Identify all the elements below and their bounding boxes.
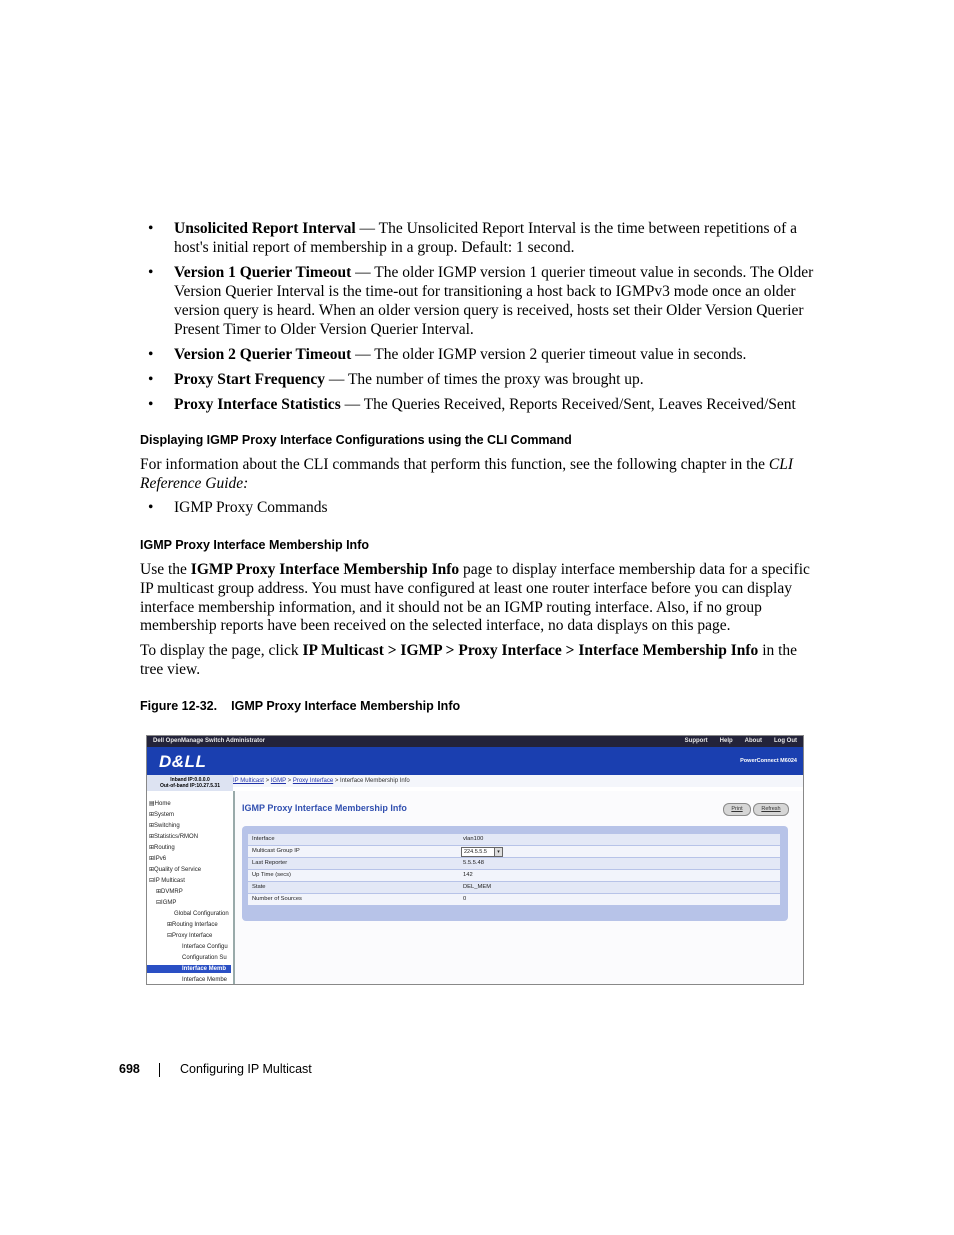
- use-paragraph: Use the IGMP Proxy Interface Membership Info page to display interface membership data for a specific IP multicast group address. You must have configured at least one router interface before you can display interface membership information, and it should not be an IGMP routing interface. Also, if no group membership reports have been received on the selected interface, no data displays on this page.: [140, 561, 810, 635]
- dell-logo: D&LL: [159, 752, 207, 771]
- tree-item-ipv6[interactable]: ⊞IPv6: [149, 856, 167, 862]
- membership-panel: [242, 826, 788, 921]
- tree-item-statistics[interactable]: ⊞Statistics/RMON: [149, 834, 199, 840]
- table-row: Interface vlan100: [248, 834, 780, 845]
- tree-view: [147, 791, 235, 984]
- figure-caption: Figure 12-32. IGMP Proxy Interface Membership Info: [140, 699, 461, 713]
- chapter-title: Configuring IP Multicast: [180, 1062, 312, 1076]
- list-item: • Proxy Interface Statistics — The Queries Received, Reports Received/Sent, Leaves Received/Sent: [148, 396, 796, 413]
- banner: [147, 747, 803, 775]
- tree-item-routing[interactable]: ⊞Routing: [149, 845, 175, 851]
- page-title: IGMP Proxy Interface Membership Info: [242, 803, 407, 813]
- breadcrumb-igmp[interactable]: IGMP: [270, 778, 286, 784]
- tree-item-proxy-interface[interactable]: ⊟Proxy Interface: [167, 933, 213, 939]
- table-row: Last Reporter 5.5.5.48: [248, 858, 780, 869]
- logout-link[interactable]: Log Out: [774, 738, 797, 744]
- ui-screenshot: [146, 735, 804, 985]
- about-link[interactable]: About: [744, 738, 762, 744]
- app-title: Dell OpenManage Switch Administrator: [153, 738, 266, 744]
- tree-item-dvmrp[interactable]: ⊞DVMRP: [156, 889, 183, 895]
- tree-item-interface-membership-detail[interactable]: Interface Membe: [182, 977, 228, 983]
- tree-item-interface-config[interactable]: Interface Configu: [182, 944, 228, 950]
- cli-section-heading: Displaying IGMP Proxy Interface Configurations using the CLI Command: [140, 433, 572, 447]
- support-link[interactable]: Support: [684, 738, 708, 744]
- list-item: • Proxy Start Frequency — The number of times the proxy was brought up.: [148, 371, 644, 388]
- product-name: PowerConnect M6024: [740, 758, 797, 764]
- footer-divider: [159, 1063, 160, 1077]
- breadcrumb-proxy-interface[interactable]: Proxy Interface: [292, 778, 334, 784]
- tree-item-qos[interactable]: ⊞Quality of Service: [149, 867, 202, 873]
- tree-item-igmp[interactable]: ⊟IGMP: [156, 900, 177, 906]
- list-item: • Unsolicited Report Interval — The Unsolicited Report Interval is the time between repetitions of a host's initial report of membership in a group. Default: 1 second.: [148, 220, 798, 256]
- list-item: • Version 1 Querier Timeout — The older IGMP version 1 querier timeout value in seconds. The Older Version Querier Interval is the time-out for transitioning a host back to IGMPv3 mode once an older version query is heard. When an older version query is received, hosts set their Older Version Querier Present Timer to Older Version Querier Interval.: [148, 264, 814, 338]
- membership-section-heading: IGMP Proxy Interface Membership Info: [140, 538, 369, 552]
- tree-item-interface-membership-selected[interactable]: Interface Memb: [147, 965, 231, 973]
- display-paragraph: To display the page, click IP Multicast > IGMP > Proxy Interface > Interface Membership Info in the tree view.: [140, 642, 798, 678]
- breadcrumb: IP Multicast > IGMP > Proxy Interface > Interface Membership Info: [233, 775, 803, 787]
- ip-info: Inband IP:0.0.0.0 Out-of-band IP:10.27.5.31: [147, 775, 233, 793]
- cli-paragraph: For information about the CLI commands that perform this function, see the following chapter in the CLI Reference Guide:: [140, 456, 794, 492]
- table-row: Up Time (secs) 142: [248, 870, 780, 881]
- tree-item-ip-multicast[interactable]: ⊟IP Multicast: [149, 878, 185, 884]
- top-bar: [147, 736, 803, 747]
- breadcrumb-ip-multicast[interactable]: IP Multicast: [233, 778, 264, 784]
- refresh-button[interactable]: Refresh: [753, 803, 789, 816]
- tree-item-switching[interactable]: ⊞Switching: [149, 823, 180, 829]
- tree-item-config-summary[interactable]: Configuration Su: [182, 955, 227, 961]
- breadcrumb-current: Interface Membership Info: [340, 778, 410, 784]
- tree-item-routing-interface[interactable]: ⊞Routing Interface: [167, 922, 218, 928]
- table-row: Number of Sources 0: [248, 894, 780, 905]
- print-button[interactable]: Print: [723, 803, 751, 816]
- cli-command-item: • IGMP Proxy Commands: [148, 499, 328, 516]
- tree-item-global-config[interactable]: Global Configuration: [174, 911, 229, 917]
- multicast-group-select[interactable]: 224.5.5.5 ▾: [461, 847, 503, 857]
- content-pane: [235, 791, 803, 984]
- tree-item-home[interactable]: ▤Home: [149, 801, 171, 807]
- attribute-list: [145, 219, 815, 420]
- page-number: 698: [119, 1062, 140, 1076]
- tree-item-system[interactable]: ⊞System: [149, 812, 175, 818]
- help-link[interactable]: Help: [719, 738, 733, 744]
- table-row: Multicast Group IP 224.5.5.5 ▾: [248, 846, 780, 857]
- list-item: • Version 2 Querier Timeout — The older IGMP version 2 querier timeout value in seconds.: [148, 346, 747, 363]
- table-row: State DEL_MEM: [248, 882, 780, 893]
- chevron-down-icon: ▾: [494, 848, 502, 856]
